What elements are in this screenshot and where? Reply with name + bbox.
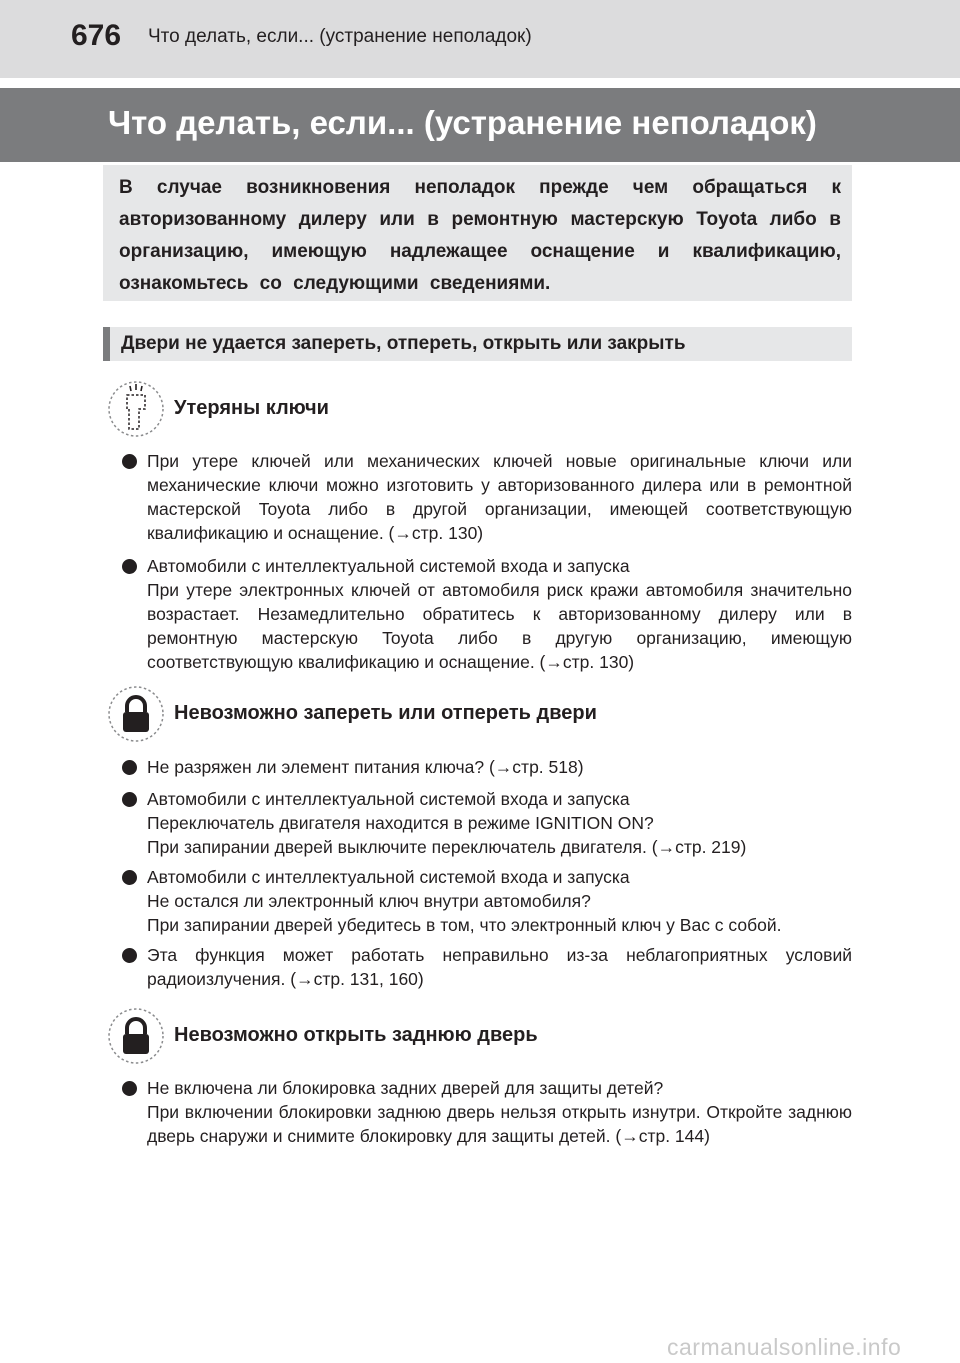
- key-icon: [108, 381, 164, 437]
- bullet: [122, 1081, 137, 1096]
- item-text: Автомобили с интеллектуальной системой входа и запуска: [147, 789, 630, 809]
- section-heading: [103, 327, 852, 361]
- subsection-title: Невозможно открыть заднюю дверь: [174, 1024, 538, 1046]
- bullet: [122, 559, 137, 574]
- lock-icon: [108, 686, 164, 742]
- page-number: 676: [71, 19, 122, 52]
- subsection-title: Невозможно запереть или отпереть двери: [174, 702, 597, 724]
- section-title: Двери не удается запереть, отпереть, открыть или закрыть: [121, 333, 686, 354]
- item-text: Эта функция может работать неправильно из-за неблагоприятных условий радиоизлучения. (→стр. 131, 160): [147, 945, 852, 989]
- item-text: Переключатель двигателя находится в режиме IGNITION ON?: [147, 813, 654, 833]
- intro-box: [103, 165, 852, 301]
- subsection-cannot-open-back-door: [108, 1008, 852, 1068]
- subsection-cannot-lock: [108, 686, 852, 746]
- page-title: Что делать, если... (устранение неполадок): [108, 104, 817, 141]
- item-text: Не разряжен ли элемент питания ключа? (→стр. 518): [147, 757, 584, 777]
- item-text: При запирании дверей выключите переключатель двигателя. (→стр. 219): [147, 837, 747, 857]
- item-text: При утере ключей или механических ключей новые оригинальные ключи или механические ключи можно изготовить у авторизованного дилера или в ремонтной мастерской Toyota либо в другой организации, имеющей соответствующую квалификацию и оснащение. (→стр. 130): [147, 451, 852, 543]
- list-item: [122, 943, 852, 991]
- subsection-lost-keys: [108, 381, 852, 441]
- bullet: [122, 792, 137, 807]
- list-item: [122, 554, 852, 674]
- intro-text: В случае возникновения неполадок прежде чем обращаться к авторизованному дилеру или в ремонтную мастерскую Toyota либо в организацию, имеющую надлежащее оснащение и квалификацию, ознакомьтесь со следующими сведениями.: [119, 177, 841, 294]
- item-text: Не включена ли блокировка задних дверей для защиты детей?: [147, 1078, 664, 1098]
- bullet: [122, 948, 137, 963]
- item-text: Автомобили с интеллектуальной системой входа и запуска: [147, 556, 630, 576]
- item-text: Автомобили с интеллектуальной системой входа и запуска: [147, 867, 630, 887]
- item-text: Не остался ли электронный ключ внутри автомобиля?: [147, 891, 591, 911]
- bullet: [122, 870, 137, 885]
- item-text: При включении блокировки заднюю дверь нельзя открыть изнутри. Откройте заднюю дверь снаружи и снимите блокировку для защиты детей. (→стр. 144): [147, 1102, 852, 1146]
- list-item: [122, 755, 852, 779]
- bullet: [122, 760, 137, 775]
- subsection-title: Утеряны ключи: [174, 397, 329, 419]
- watermark: carmanualsonline.info: [667, 1334, 902, 1360]
- item-text: При запирании дверей убедитесь в том, что электронный ключ у Вас с собой.: [147, 915, 782, 935]
- running-title: Что делать, если... (устранение неполадок): [148, 26, 532, 47]
- title-band: [0, 88, 960, 162]
- list-item: [122, 787, 852, 859]
- list-item: [122, 1076, 852, 1148]
- bullet: [122, 454, 137, 469]
- list-item: [122, 449, 852, 545]
- lock-icon: [108, 1008, 164, 1064]
- list-item: [122, 865, 852, 937]
- item-text: При утере электронных ключей от автомобиля риск кражи автомобиля значительно возрастает. Незамедлительно обратитесь к авторизованному дилеру или в ремонтную мастерскую Toyota либо в другую организацию, имеющую соответствующую квалификацию и оснащение. (→стр. 130): [147, 580, 852, 672]
